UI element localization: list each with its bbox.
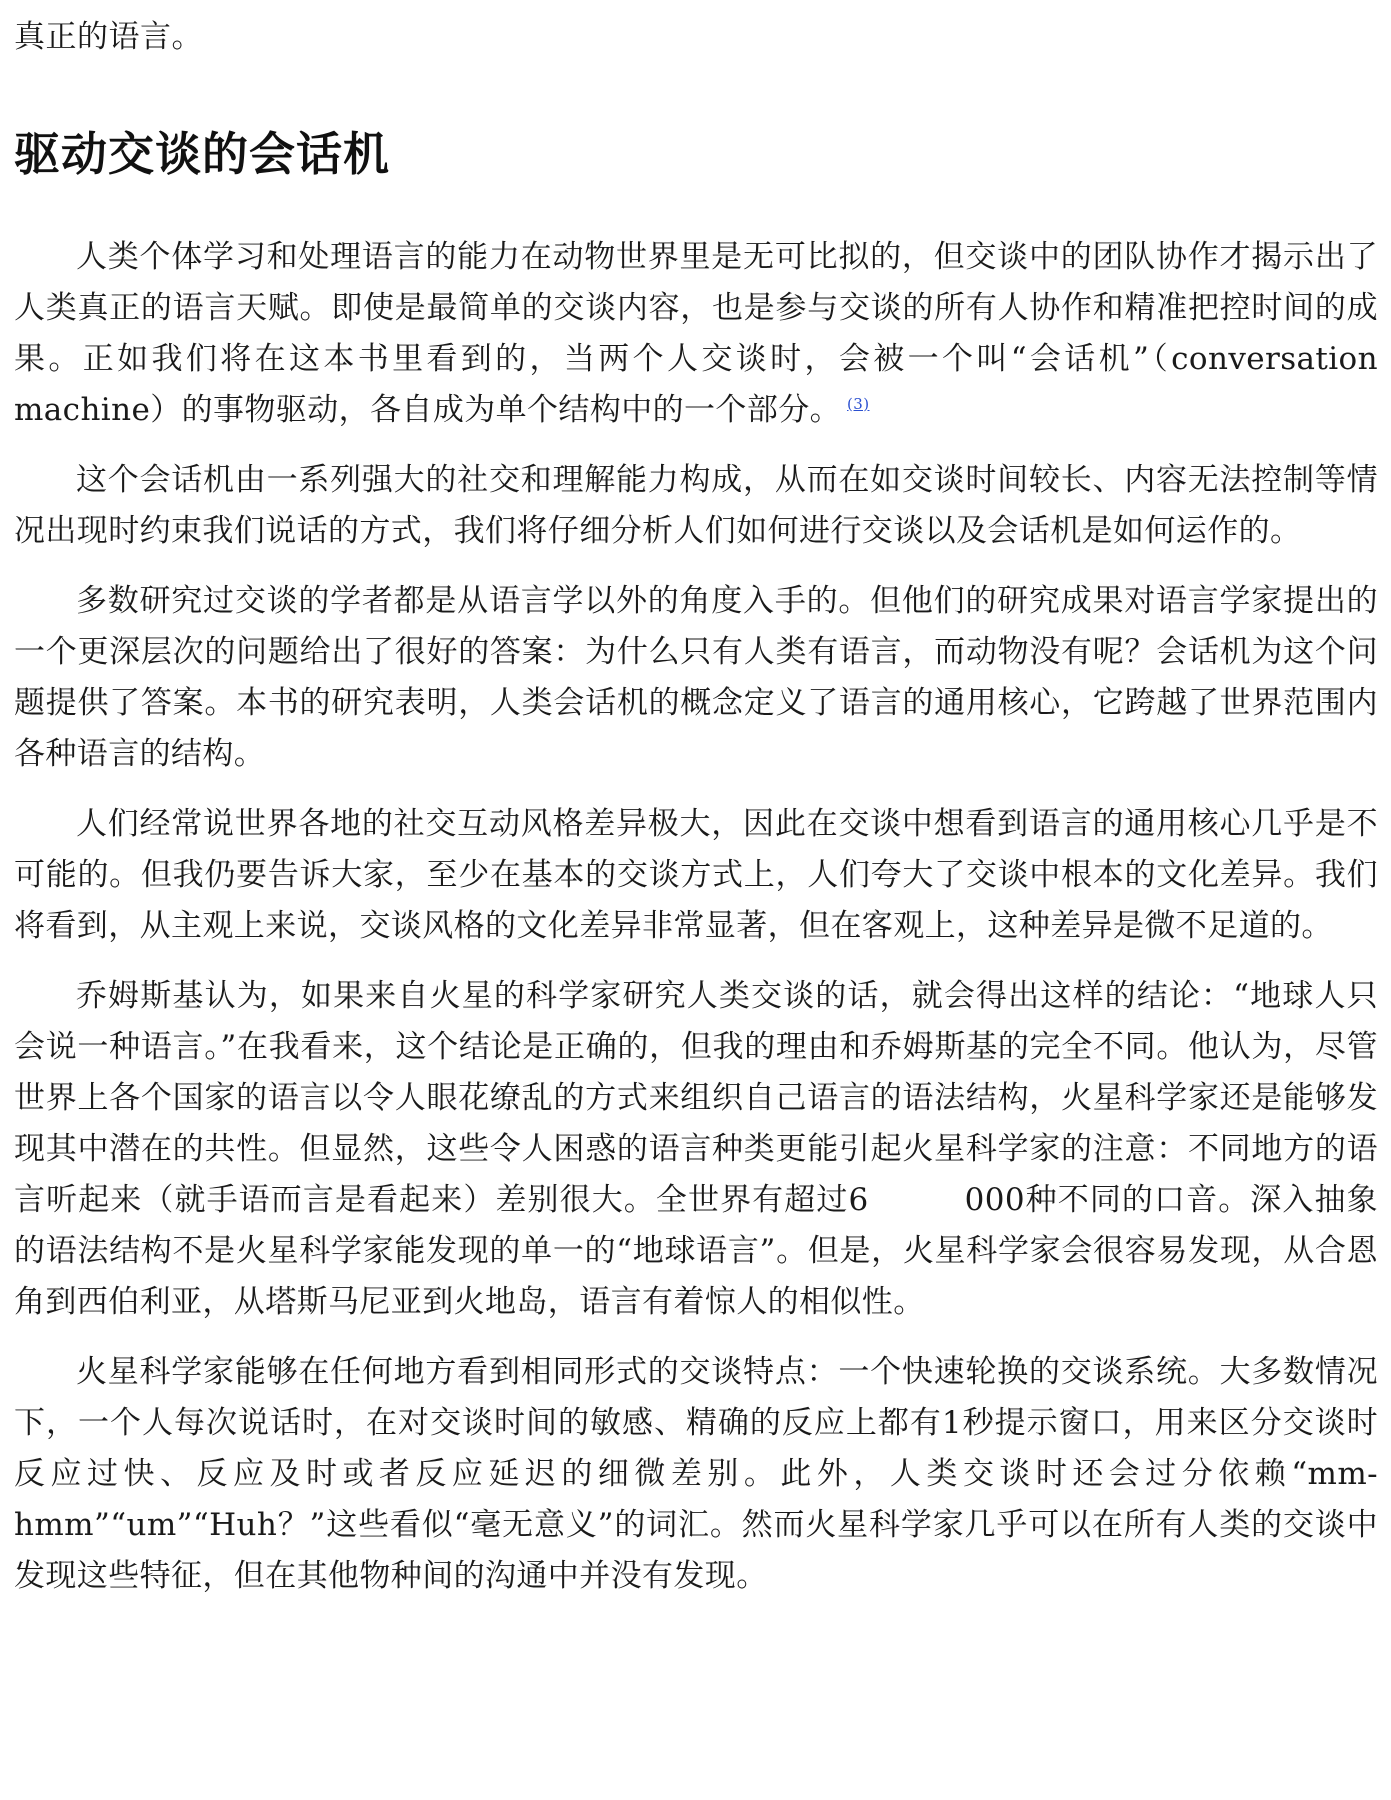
- footnote-link-3[interactable]: (3): [847, 394, 870, 413]
- paragraph-5-text-part-2: 000种不同的口音。深入抽象的语法结构不是火星科学家能发现的单一的“地球语言”。但是，火星科学家会很容易发现，从合恩角到西伯利亚，从塔斯马尼亚到火地岛，语言有着惊人的相似性。: [14, 1182, 1378, 1320]
- paragraph-4: 人们经常说世界各地的社交互动风格差异极大，因此在交谈中想看到语言的通用核心几乎是不可能的。但我仍要告诉大家，至少在基本的交谈方式上，人们夸大了交谈中根本的文化差异。我们将看到，从主观上来说，交谈风格的文化差异非常显著，但在客观上，这种差异是微不足道的。: [14, 806, 1378, 944]
- paragraph-1: [14, 232, 1378, 436]
- section-heading: 驱动交谈的会话机: [14, 127, 390, 181]
- paragraph-5-text-part-1: 乔姆斯基认为，如果来自火星的科学家研究人类交谈的话，就会得出这样的结论：“地球人只会说一种语言。”在我看来，这个结论是正确的，但我的理由和乔姆斯基的完全不同。他认为，尽管世界上各个国家的语言以令人眼花缭乱的方式来组织自己语言的语法结构，火星科学家还是能够发现其中潜在的共性。但显然，这些令人困惑的语言种类更能引起火星科学家的注意：不同地方的语言听起来（就手语而言是看起来）差别很大。全世界有超过6: [14, 978, 1378, 1218]
- paragraph-6: 火星科学家能够在任何地方看到相同形式的交谈特点：一个快速轮换的交谈系统。大多数情况下，一个人每次说话时，在对交谈时间的敏感、精确的反应上都有1秒提示窗口，用来区分交谈时反应过快、反应及时或者反应延迟的细微差别。此外，人类交谈时还会过分依赖“mm-hmm”“um”“Huh？”这些看似“毫无意义”的词汇。然而火星科学家几乎可以在所有人类的交谈中发现这些特征，但在其他物种间的沟通中并没有发现。: [14, 1354, 1378, 1594]
- section-body: [14, 232, 1378, 1602]
- paragraph-1-text: 人类个体学习和处理语言的能力在动物世界里是无可比拟的，但交谈中的团队协作才揭示出了人类真正的语言天赋。即使是最简单的交谈内容，也是参与交谈的所有人协作和精准把控时间的成果。正如我们将在这本书里看到的，当两个人交谈时，会被一个叫“会话机”（conversation machine）的事物驱动，各自成为单个结构中的一个部分。: [14, 239, 1378, 428]
- document-page: [14, 0, 1378, 1621]
- paragraph-5: [14, 971, 1378, 1328]
- lead-text: 真正的语言。: [14, 19, 203, 55]
- paragraph-2: 这个会话机由一系列强大的社交和理解能力构成，从而在如交谈时间较长、内容无法控制等情况出现时约束我们说话的方式，我们将仔细分析人们如何进行交谈以及会话机是如何运作的。: [14, 462, 1378, 549]
- paragraph-3: 多数研究过交谈的学者都是从语言学以外的角度入手的。但他们的研究成果对语言学家提出的一个更深层次的问题给出了很好的答案：为什么只有人类有语言，而动物没有呢？会话机为这个问题提供了答案。本书的研究表明，人类会话机的概念定义了语言的通用核心，它跨越了世界范围内各种语言的结构。: [14, 583, 1378, 772]
